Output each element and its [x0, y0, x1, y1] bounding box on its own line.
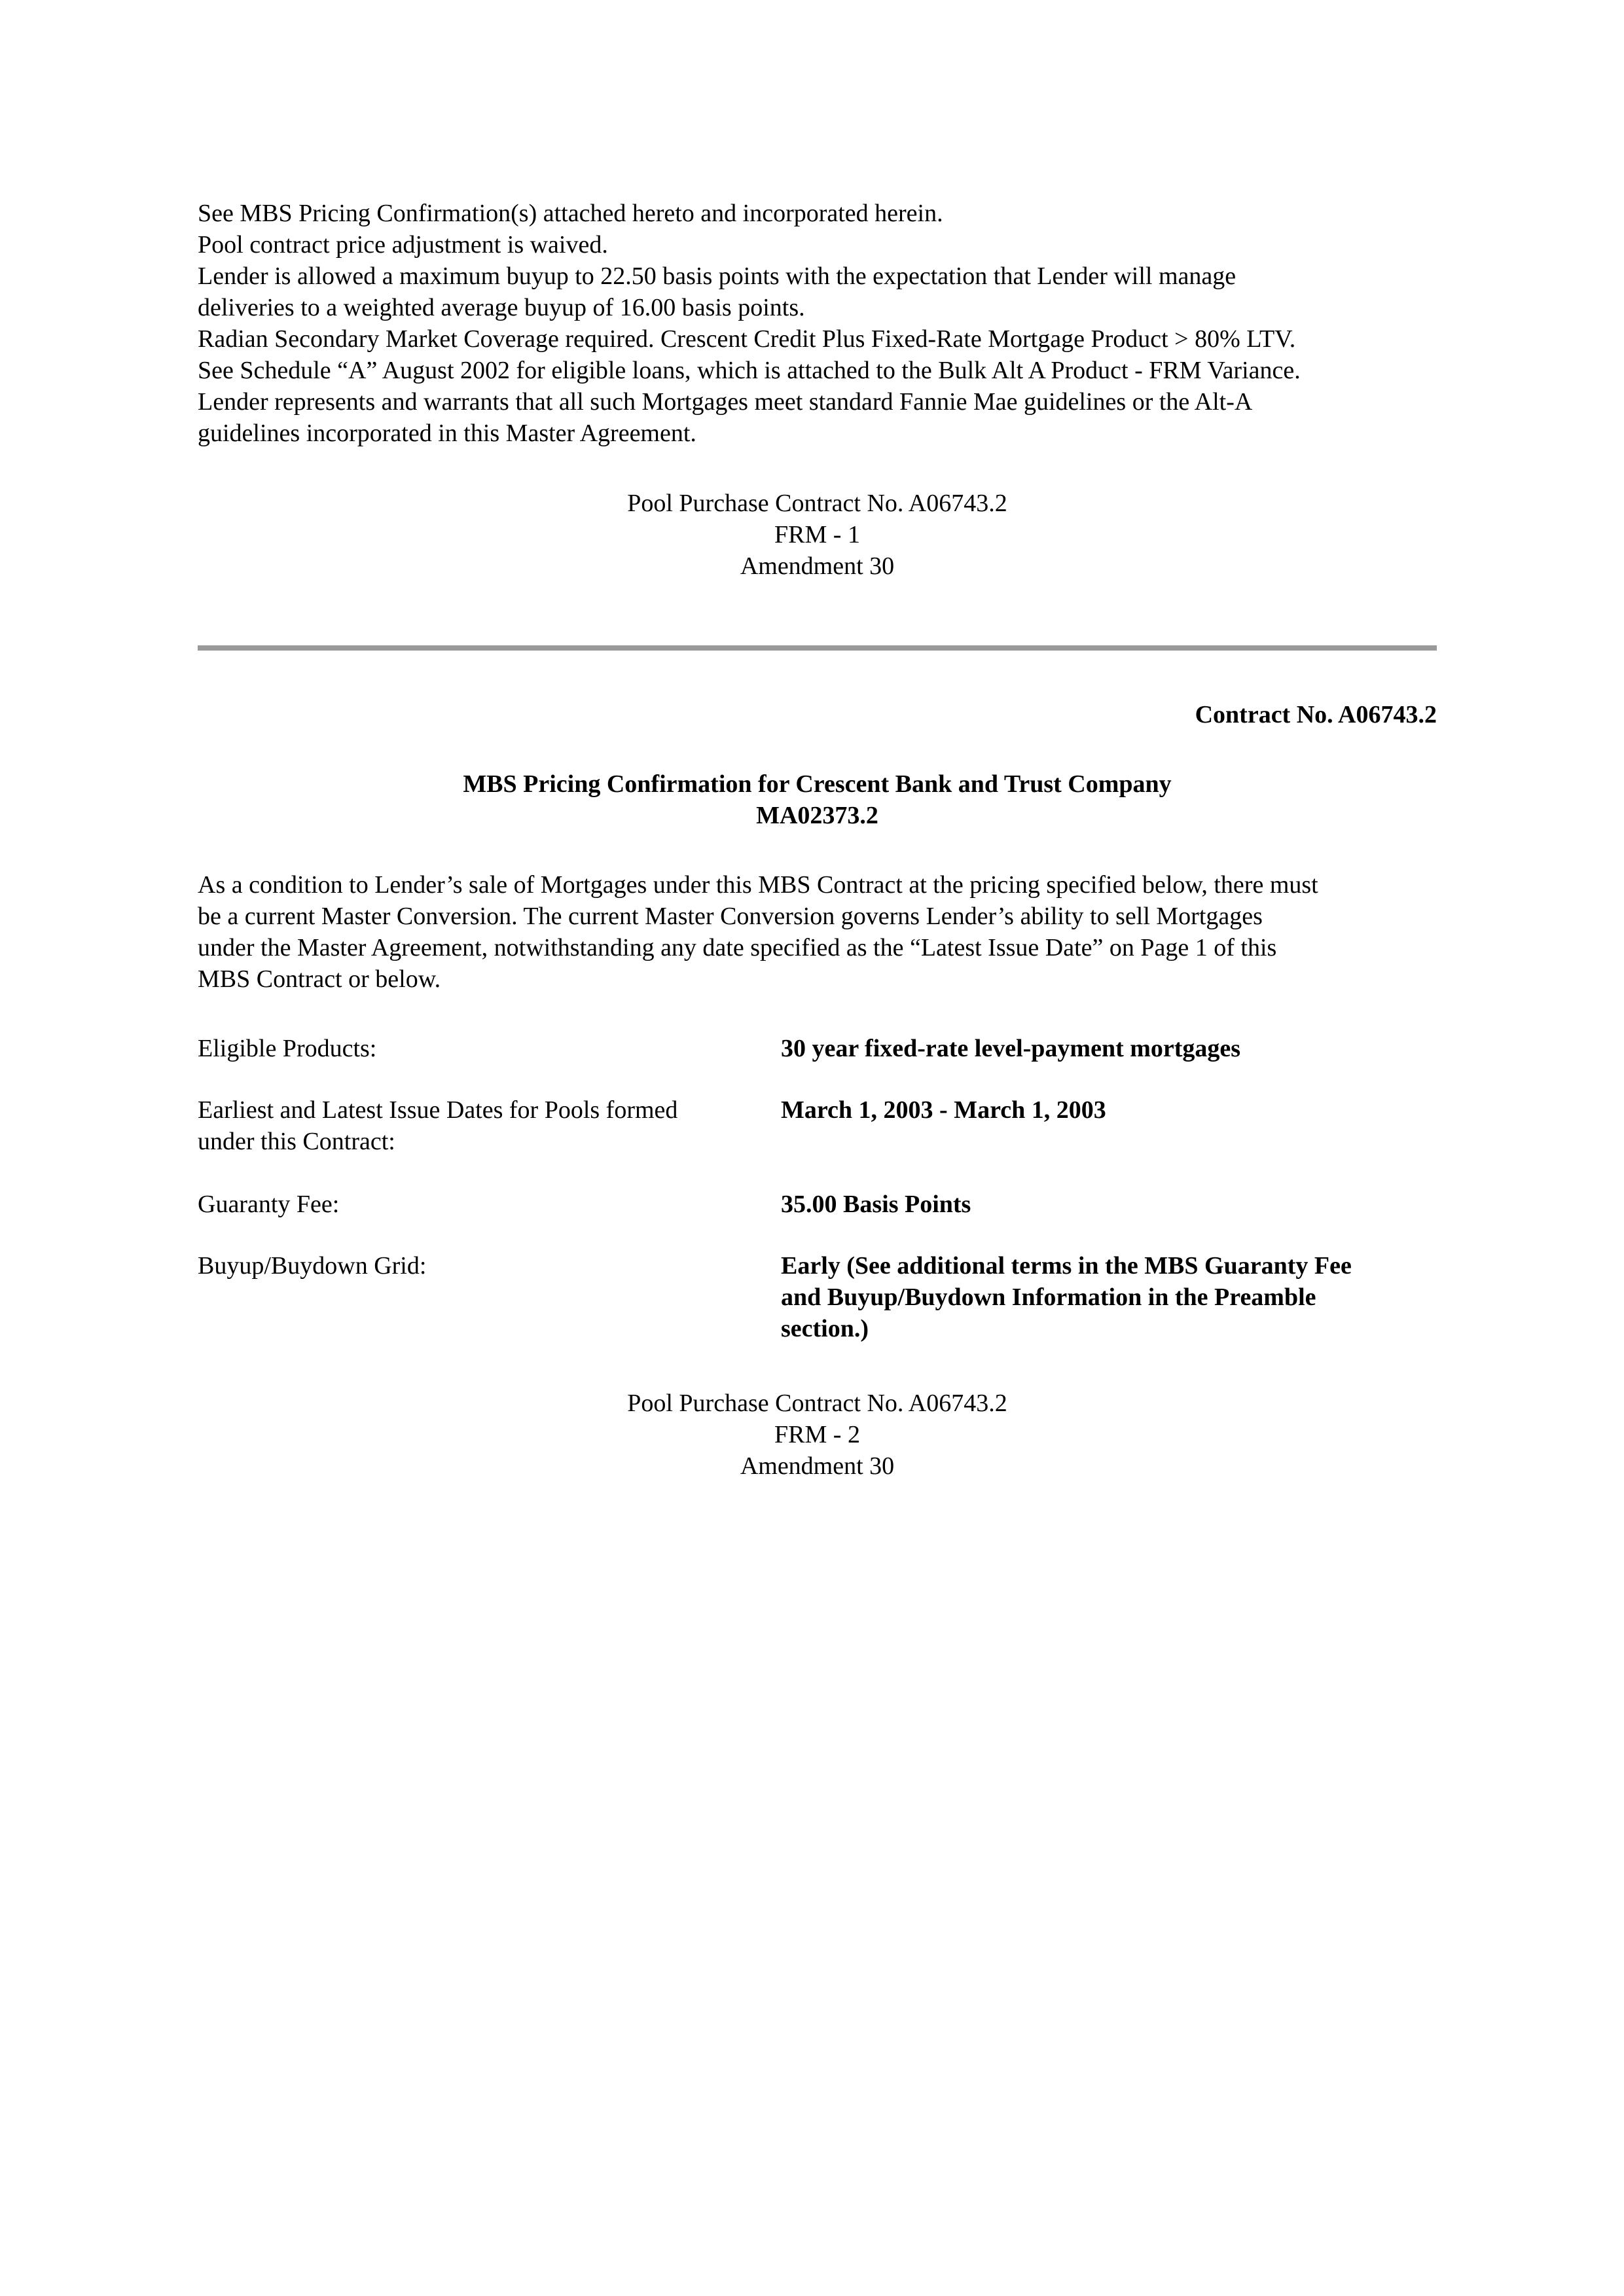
intro-line: guidelines incorporated in this Master Agreement.	[198, 420, 696, 447]
intro-line: Pool contract price adjustment is waived.	[198, 231, 608, 259]
condition-paragraph	[198, 869, 1437, 995]
term-value-line: Early (See additional terms in the MBS Guaranty Fee	[781, 1252, 1352, 1280]
intro-line: Lender is allowed a maximum buyup to 22.50 basis points with the expectation that Lender will manage	[198, 262, 1236, 290]
document-title	[198, 768, 1437, 831]
condition-line: MBS Contract or below.	[198, 965, 441, 993]
contract-number: Contract No. A06743.2	[1195, 701, 1437, 728]
page-footer-2	[198, 1388, 1437, 1482]
footer-contract: Pool Purchase Contract No. A06743.2	[627, 490, 1007, 517]
intro-line: See MBS Pricing Confirmation(s) attached hereto and incorporated herein.	[198, 200, 943, 227]
term-value-line: section.)	[781, 1315, 869, 1342]
footer-amendment: Amendment 30	[740, 552, 895, 580]
page-divider	[198, 645, 1437, 651]
term-label: Eligible Products:	[198, 1035, 377, 1062]
intro-line: Radian Secondary Market Coverage required. Crescent Credit Plus Fixed-Rate Mortgage Product > 80% LTV.	[198, 325, 1296, 353]
intro-line: Lender represents and warrants that all such Mortgages meet standard Fannie Mae guidelines or the Alt-A	[198, 388, 1253, 416]
footer-contract: Pool Purchase Contract No. A06743.2	[627, 1390, 1007, 1417]
term-value	[781, 1250, 1437, 1344]
footer-page-number: FRM - 1	[774, 521, 860, 548]
term-label: Buyup/Buydown Grid:	[198, 1252, 427, 1280]
term-value-line: and Buyup/Buydown Information in the Preamble	[781, 1283, 1316, 1311]
footer-amendment: Amendment 30	[740, 1452, 895, 1480]
term-label: Guaranty Fee:	[198, 1191, 340, 1218]
condition-line: under the Master Agreement, notwithstanding any date specified as the “Latest Issue Date” on Page 1 of this	[198, 934, 1277, 961]
term-value: 30 year fixed-rate level-payment mortgages	[781, 1035, 1241, 1062]
intro-paragraph	[198, 198, 1437, 449]
footer-page-number: FRM - 2	[774, 1421, 860, 1448]
intro-line: See Schedule “A” August 2002 for eligible loans, which is attached to the Bulk Alt A Product - FRM Variance.	[198, 357, 1301, 384]
title-line: MA02373.2	[756, 802, 878, 829]
term-label-line: under this Contract:	[198, 1128, 395, 1155]
title-line: MBS Pricing Confirmation for Crescent Bank and Trust Company	[463, 770, 1172, 798]
condition-line: As a condition to Lender’s sale of Mortgages under this MBS Contract at the pricing specified below, there must	[198, 871, 1318, 899]
term-value: 35.00 Basis Points	[781, 1191, 971, 1218]
intro-line: deliveries to a weighted average buyup of 16.00 basis points.	[198, 294, 805, 321]
condition-line: be a current Master Conversion. The current Master Conversion governs Lender’s ability to sell Mortgages	[198, 903, 1263, 930]
term-label-line: Earliest and Latest Issue Dates for Pools formed	[198, 1096, 678, 1124]
term-label	[198, 1094, 748, 1157]
page-footer-1	[198, 488, 1437, 582]
term-value: March 1, 2003 - March 1, 2003	[781, 1096, 1106, 1124]
